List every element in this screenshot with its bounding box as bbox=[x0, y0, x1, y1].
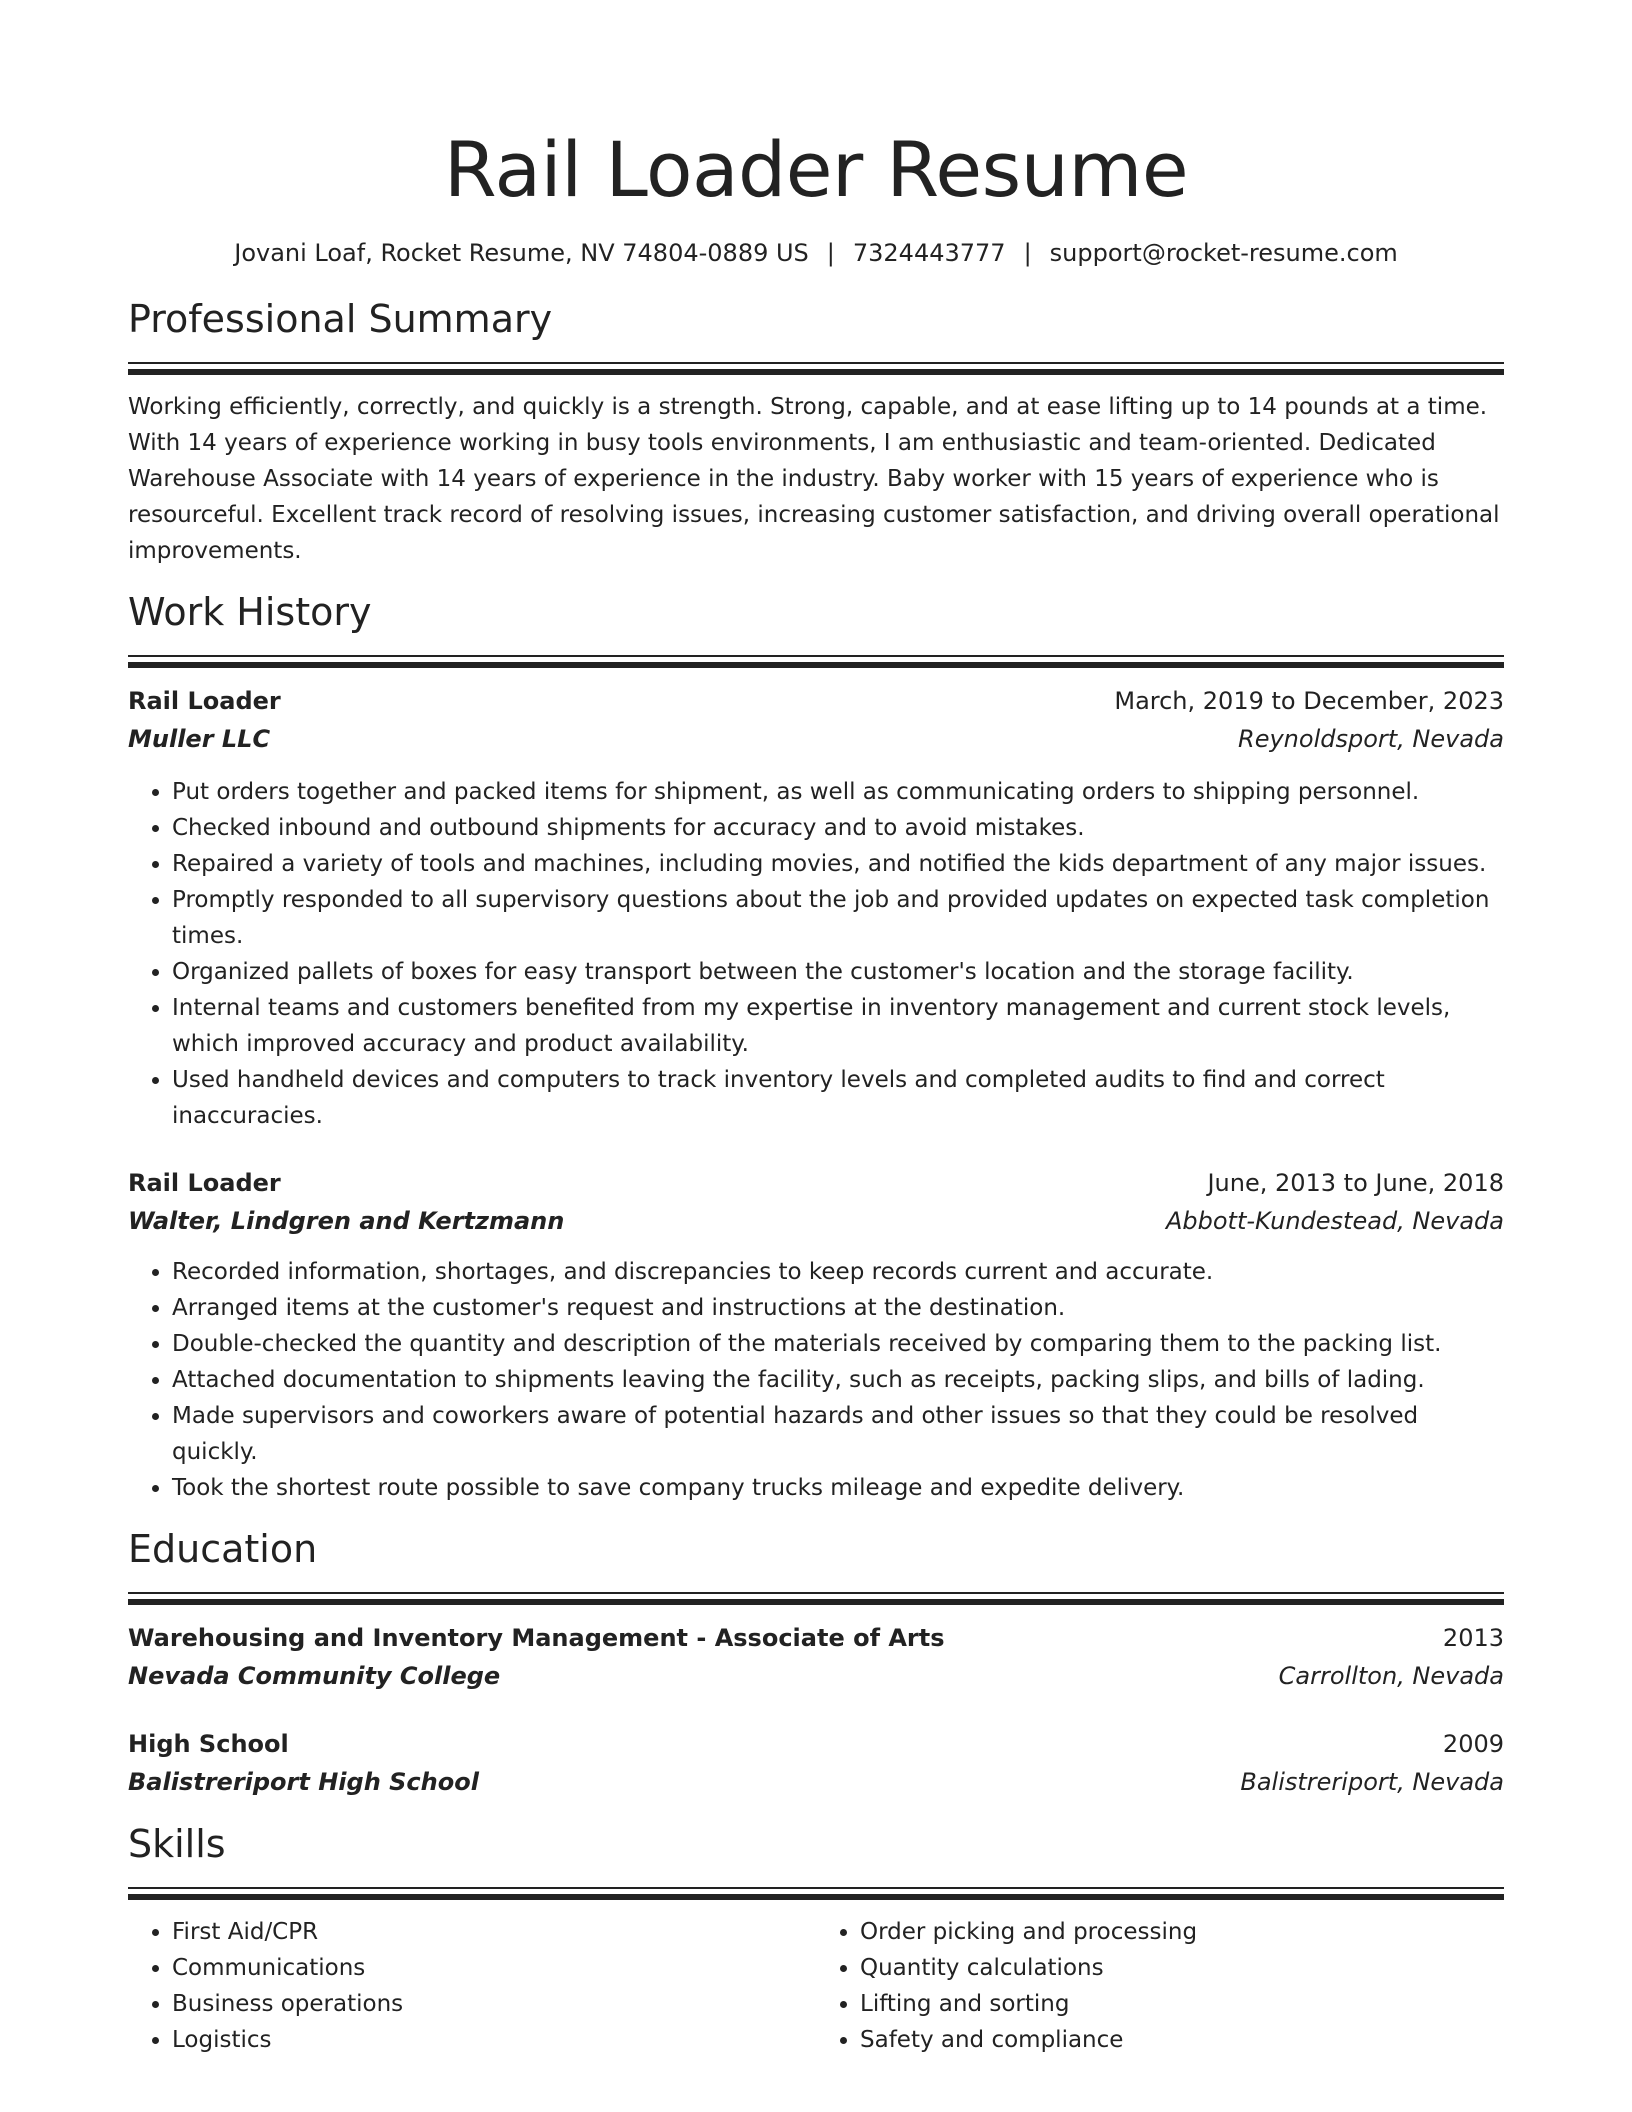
list-item: • Attached documentation to shipments leaving the facility, such as receipts, packing slips, and bills of lading. bbox=[172, 1362, 1504, 1398]
contact-address: Jovani Loaf, Rocket Resume, NV 74804-0889 US bbox=[234, 239, 809, 267]
section-divider bbox=[128, 1592, 1504, 1594]
resume-page bbox=[128, 0, 1504, 2058]
section-divider bbox=[128, 369, 1504, 375]
list-item: • Repaired a variety of tools and machines, including movies, and notified the kids department of any major issues. bbox=[172, 846, 1504, 882]
list-item: • Internal teams and customers benefited from my expertise in inventory management and current stock levels, which improved accuracy and product availability. bbox=[172, 990, 1504, 1062]
job-bullets bbox=[128, 1254, 1504, 1506]
job-location: Abbott-Kundestead, Nevada bbox=[1165, 1207, 1504, 1235]
skill-item: • Lifting and sorting bbox=[860, 1986, 1504, 2022]
list-item: • Promptly responded to all supervisory questions about the job and provided updates on expected task completion times. bbox=[172, 882, 1504, 954]
section-heading-summary: Professional Summary bbox=[128, 297, 553, 341]
contact-email[interactable]: support@rocket-resume.com bbox=[1049, 239, 1398, 267]
section-heading-skills: Skills bbox=[128, 1822, 226, 1866]
skill-item: • First Aid/CPR bbox=[172, 1914, 816, 1950]
skill-item: • Quantity calculations bbox=[860, 1950, 1504, 1986]
education-entry bbox=[128, 1619, 1504, 1695]
education-header bbox=[128, 1619, 1504, 1657]
job-company: Muller LLC bbox=[128, 725, 271, 753]
job-subheader bbox=[128, 720, 1504, 758]
education-degree: High School bbox=[128, 1730, 289, 1758]
skill-item: • Safety and compliance bbox=[860, 2022, 1504, 2058]
job-title: Rail Loader bbox=[128, 687, 281, 715]
job-entry bbox=[128, 1164, 1504, 1506]
contact-separator: | bbox=[826, 239, 835, 267]
section-heading-education: Education bbox=[128, 1527, 318, 1571]
education-degree: Warehousing and Inventory Management - Associate of Arts bbox=[128, 1624, 945, 1652]
summary-section bbox=[128, 296, 1504, 569]
job-subheader bbox=[128, 1202, 1504, 1240]
section-divider bbox=[128, 1887, 1504, 1889]
section-divider bbox=[128, 1894, 1504, 1900]
education-entry bbox=[128, 1725, 1504, 1801]
list-item: • Arranged items at the customer's request and instructions at the destination. bbox=[172, 1290, 1504, 1326]
job-location: Reynoldsport, Nevada bbox=[1238, 725, 1504, 753]
section-heading-work: Work History bbox=[128, 590, 372, 634]
skills-section bbox=[128, 1821, 1504, 2058]
list-item: • Organized pallets of boxes for easy transport between the customer's location and the storage facility. bbox=[172, 954, 1504, 990]
education-school: Nevada Community College bbox=[128, 1662, 501, 1690]
education-year: 2009 bbox=[1442, 1730, 1504, 1758]
education-year: 2013 bbox=[1442, 1624, 1504, 1652]
job-header bbox=[128, 1164, 1504, 1202]
education-section bbox=[128, 1526, 1504, 1801]
resume-title: Rail Loader Resume bbox=[443, 125, 1189, 214]
list-item: • Took the shortest route possible to save company trucks mileage and expedite delivery. bbox=[172, 1470, 1504, 1506]
skills-columns bbox=[128, 1914, 1504, 2058]
list-item: • Made supervisors and coworkers aware of potential hazards and other issues so that they could be resolved quickly. bbox=[172, 1398, 1504, 1470]
section-divider bbox=[128, 655, 1504, 657]
work-section bbox=[128, 589, 1504, 1506]
list-item: • Checked inbound and outbound shipments for accuracy and to avoid mistakes. bbox=[172, 810, 1504, 846]
job-dates: June, 2013 to June, 2018 bbox=[1207, 1169, 1504, 1197]
contact-separator: | bbox=[1023, 239, 1032, 267]
job-bullets bbox=[128, 774, 1504, 1134]
job-dates: March, 2019 to December, 2023 bbox=[1114, 687, 1504, 715]
section-divider bbox=[128, 662, 1504, 668]
education-school: Balistreriport High School bbox=[128, 1768, 479, 1796]
job-title: Rail Loader bbox=[128, 1169, 281, 1197]
section-divider bbox=[128, 1599, 1504, 1605]
list-item: • Put orders together and packed items for shipment, as well as communicating orders to shipping personnel. bbox=[172, 774, 1504, 810]
contact-line bbox=[128, 238, 1504, 268]
list-item: • Recorded information, shortages, and discrepancies to keep records current and accurate. bbox=[172, 1254, 1504, 1290]
skills-list-left bbox=[128, 1914, 816, 2058]
skill-item: • Business operations bbox=[172, 1986, 816, 2022]
education-subheader bbox=[128, 1763, 1504, 1801]
job-company: Walter, Lindgren and Kertzmann bbox=[128, 1207, 565, 1235]
education-location: Carrollton, Nevada bbox=[1278, 1662, 1504, 1690]
job-entry bbox=[128, 682, 1504, 1134]
education-header bbox=[128, 1725, 1504, 1763]
summary-text: Working efficiently, correctly, and quickly is a strength. Strong, capable, and at ease lifting up to 14 pounds at a time. With 14 years of experience working in busy tools environments, I am enthusiastic and team-oriented. Dedicated Warehouse Associate with 14 years of experience in the industry. Baby worker with 15 years of experience who is resourceful. Excellent track record of resolving issues, increasing customer satisfaction, and driving overall operational improvements. bbox=[128, 394, 1500, 564]
skill-item: • Logistics bbox=[172, 2022, 816, 2058]
skill-item: • Order picking and processing bbox=[860, 1914, 1504, 1950]
contact-phone: 7324443777 bbox=[852, 239, 1006, 267]
section-divider bbox=[128, 362, 1504, 364]
education-location: Balistreriport, Nevada bbox=[1240, 1768, 1504, 1796]
skill-item: • Communications bbox=[172, 1950, 816, 1986]
education-subheader bbox=[128, 1657, 1504, 1695]
job-header bbox=[128, 682, 1504, 720]
skills-list-right bbox=[816, 1914, 1504, 2058]
list-item: • Used handheld devices and computers to track inventory levels and completed audits to find and correct inaccuracies. bbox=[172, 1062, 1504, 1134]
list-item: • Double-checked the quantity and description of the materials received by comparing them to the packing list. bbox=[172, 1326, 1504, 1362]
